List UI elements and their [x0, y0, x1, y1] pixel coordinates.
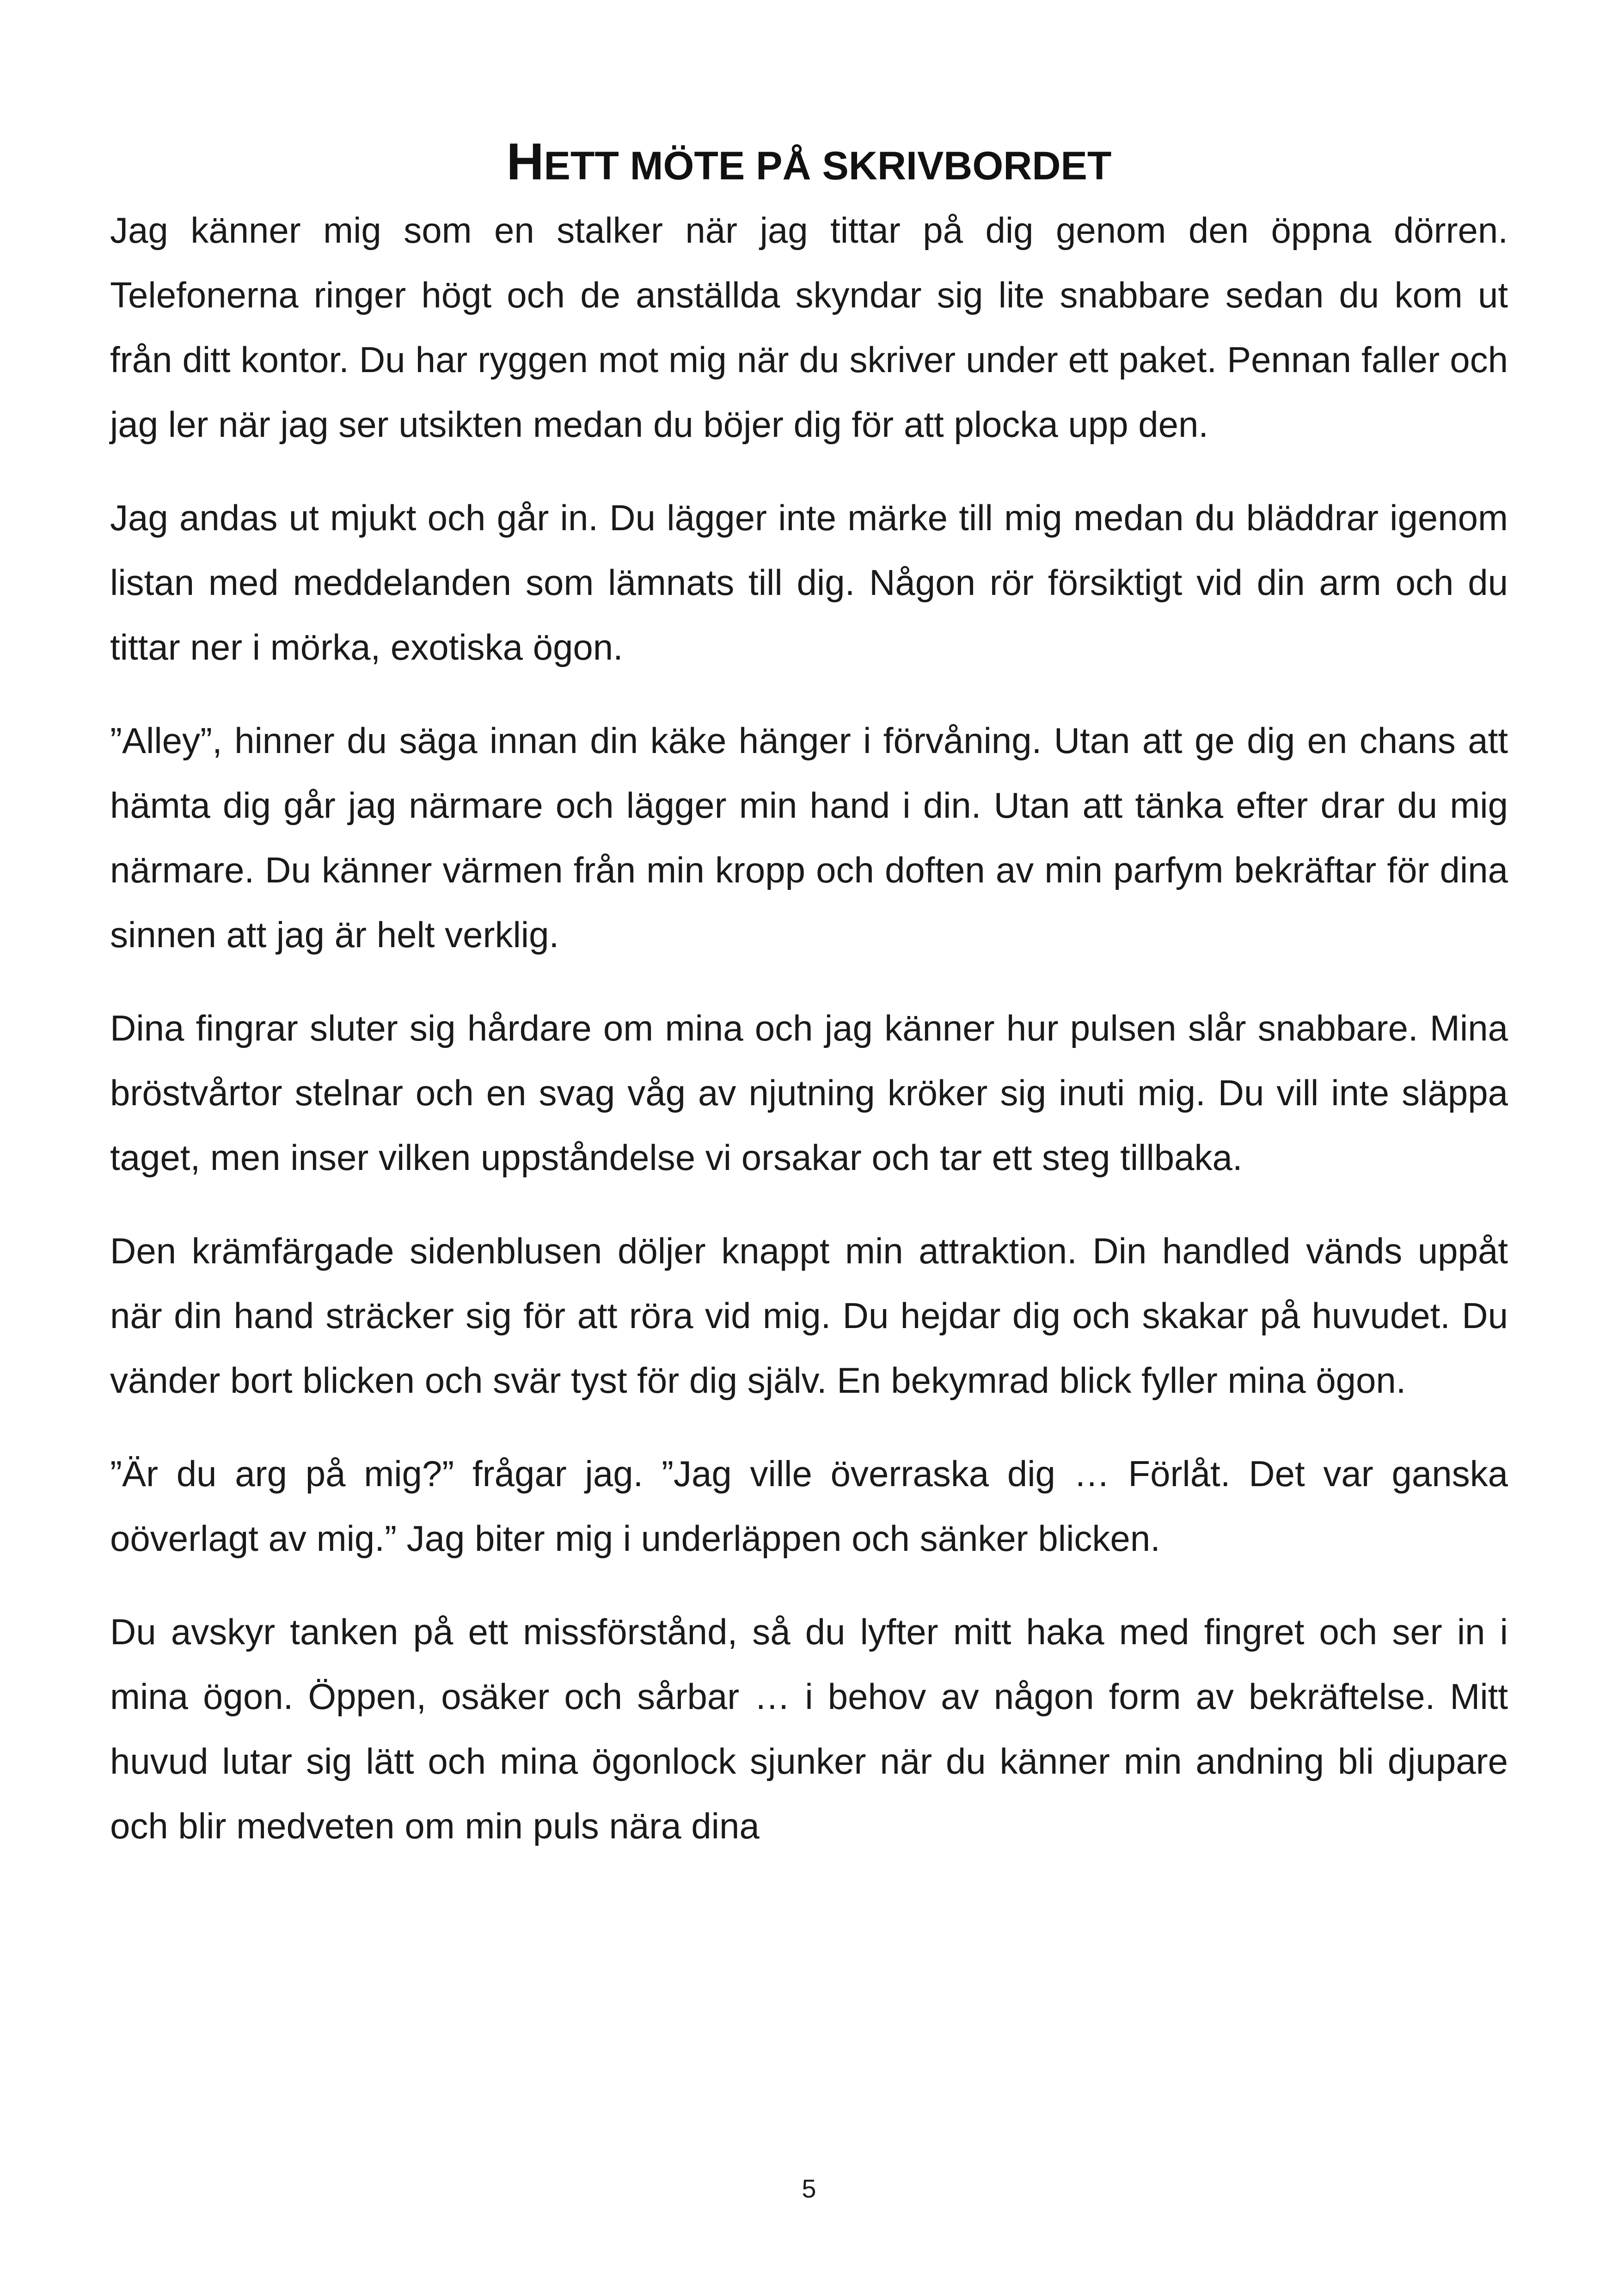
paragraph: Du avskyr tanken på ett missförstånd, så du lyfter mitt haka med fingret och ser in i mina ögon. Öppen, osäker och sårbar … i behov av någon form av bekräftelse. Mitt huvud lutar sig lätt och mina ögonlock sjunker när du känner min andning bli djupare och blir medveten om min puls nära dina [110, 1611, 1508, 1846]
paragraph: Jag känner mig som en stalker när jag tittar på dig genom den öppna dörren. Telefonerna ringer högt och de anställda skyndar sig lite snabbare sedan du kom ut från ditt kontor. Du har ryggen mot mig när du skriver under ett paket. Pennan faller och jag ler när jag ser utsikten medan du böjer dig för att plocka upp den. [110, 210, 1508, 445]
paragraph: ”Är du arg på mig?” frågar jag. ”Jag ville överraska dig … Förlåt. Det var ganska oöverlagt av mig.” Jag biter mig i underläppen och sänker blicken. [110, 1453, 1508, 1559]
paragraph: Dina fingrar sluter sig hårdare om mina och jag känner hur pulsen slår snabbare. Mina bröstvårtor stelnar och en svag våg av njutning kröker sig inuti mig. Du vill inte släppa taget, men inser vilken uppståndelse vi orsakar och tar ett steg tillbaka. [110, 1008, 1508, 1178]
title-rest: MÖTE PÅ SKRIVBORDET [619, 144, 1112, 189]
chapter-title [0, 129, 1618, 198]
title-initial: H [506, 133, 544, 191]
paragraph: Jag andas ut mjukt och går in. Du lägger inte märke till mig medan du bläddrar igenom listan med meddelanden som lämnats till dig. Någon rör försiktigt vid din arm och du tittar ner i mörka, exotiska ögon. [110, 497, 1508, 667]
paragraph: ”Alley”, hinner du säga innan din käke hänger i förvåning. Utan att ge dig en chans att hämta dig går jag närmare och lägger min hand i din. Utan att tänka efter drar du mig närmare. Du känner värmen från min kropp och doften av min parfym bekräftar för dina sinnen att jag är helt verklig. [110, 720, 1508, 955]
body-text [110, 198, 1508, 1887]
title-rest-first-word: ETT [544, 144, 619, 189]
page-number: 5 [802, 2174, 816, 2203]
paragraph: Den krämfärgade sidenblusen döljer knappt min attraktion. Din handled vänds uppåt när din hand sträcker sig för att röra vid mig. Du hejdar dig och skakar på huvudet. Du vänder bort blicken och svär tyst för dig själv. En bekymrad blick fyller mina ögon. [110, 1231, 1508, 1401]
